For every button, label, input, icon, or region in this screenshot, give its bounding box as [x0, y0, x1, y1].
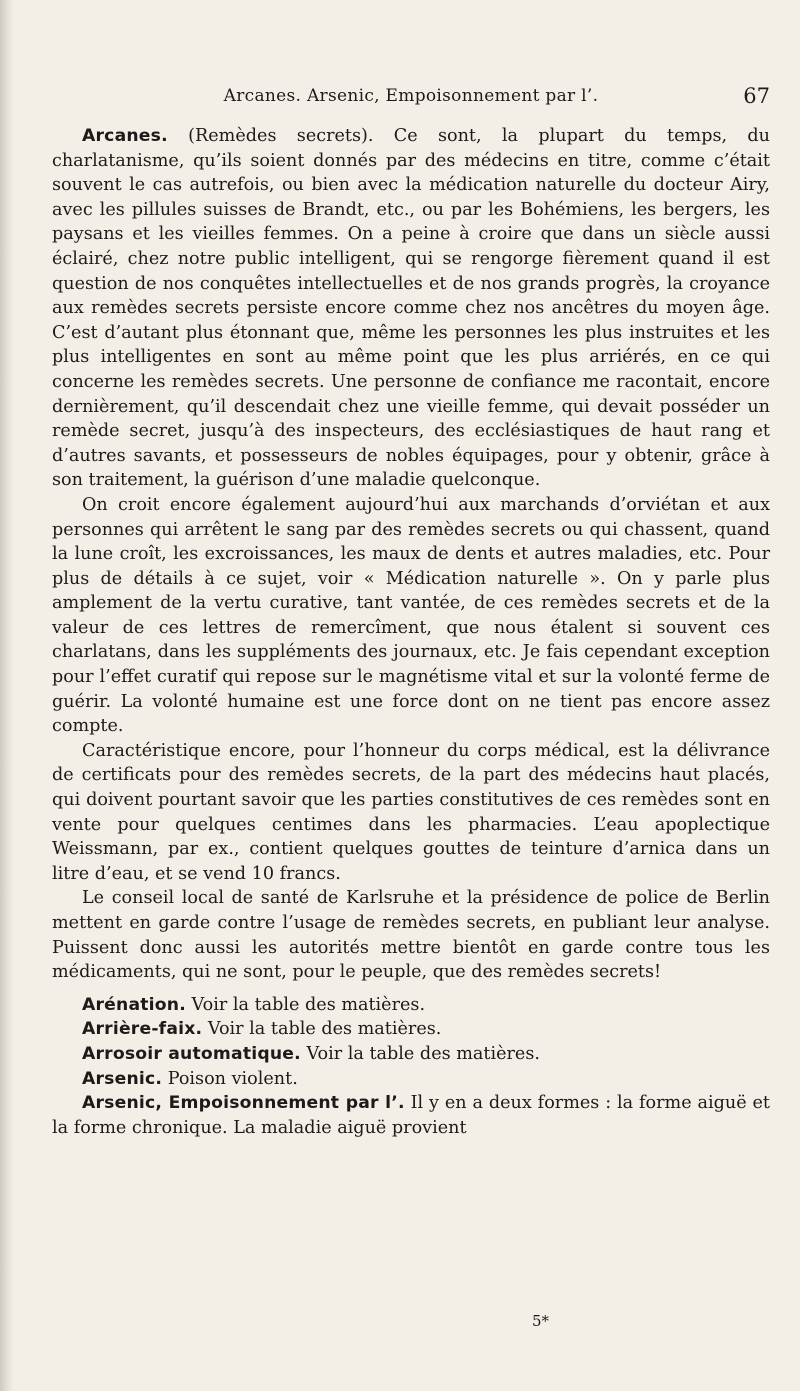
entry-text-arsenic: Poison violent. — [162, 1068, 298, 1089]
entry-head-arsenic: Arsenic. — [82, 1068, 163, 1089]
entry-text-arriere-faix: Voir la table des matières. — [202, 1019, 442, 1040]
page-header — [52, 84, 770, 114]
entry-head-arenation: Arénation. — [82, 994, 186, 1015]
entry-arcanes — [52, 124, 770, 493]
arcanes-paragraph-4: Le conseil local de santé de Karlsruhe et la présidence de police de Berlin mettent en garde contre l’usage de remèdes secrets, en publiant leur analyse. Puissent donc aussi les autorités mettre bientôt en garde contre tous les médicaments, qui ne sont, pour le peuple, que des remèdes secrets! — [52, 888, 770, 983]
entry-arsenic-empoisonnement — [52, 1091, 770, 1140]
entry-arriere-faix — [52, 1017, 770, 1042]
entry-text-arsenic-empoisonnement: Il y en a deux formes : la forme aiguë et la forme chronique. La maladie aiguë provient — [52, 1093, 770, 1138]
page-binding-edge — [0, 0, 14, 1391]
entry-head-arcanes: Arcanes. — [82, 126, 168, 146]
page-number: 67 — [743, 84, 770, 108]
entry-arsenic — [52, 1067, 770, 1092]
entry-arrosoir — [52, 1042, 770, 1067]
entry-spacer — [52, 985, 770, 993]
entry-head-arriere-faix: Arrière-faix. — [82, 1019, 203, 1040]
entry-head-arrosoir: Arrosoir automatique. — [82, 1043, 301, 1064]
running-head: Arcanes. Arsenic, Empoisonnement par l’. — [223, 86, 599, 106]
entry-arenation — [52, 993, 770, 1018]
entry-text-arrosoir: Voir la table des matières. — [300, 1043, 540, 1064]
arcanes-paragraph-3: Caractéristique encore, pour l’honneur du corps médical, est la délivrance de certificats pour des remèdes secrets, de la part des médecins haut placés, qui doivent pourtant savoir que les parties constitutives de ces remèdes sont en vente pour quelques centimes dans les pharmacies. L’eau apoplectique Weissmann, par ex., contient quelques gouttes de teinture d’arnica dans un litre d’eau, et se vend 10 francs. — [52, 740, 770, 884]
arcanes-paragraph-1: (Remèdes secrets). Ce sont, la plupart du temps, du charlatanisme, qu’ils soient donnés par des médecins en titre, comme c’était souvent le cas autrefois, ou bien avec la médication naturelle du docteur Airy, avec les pillules suisses de Brandt, etc., ou par les Bohémiens, les bergers, les paysans et les vieilles femmes. On a peine à croire que dans un siècle aussi éclairé, chez notre public intelligent, qui se rengorge fièrement quand il est question de nos conquêtes intellectuelles et de nos grands progrès, la croyance aux remèdes secrets persiste encore comme chez nos ancêtres du moyen âge. C’est d’autant plus étonnant que, même les personnes les plus instruites et les plus intelligentes en sont au même point que les plus arriérés, en ce qui concerne les remèdes secrets. Une personne de confiance me racontait, encore dernièrement, qu’il descendait chez une vieille femme, qui devait posséder un remède secret, jusqu’à des inspecteurs, des ecclésiastiques de haut rang et d’autres savants, et possesseurs de nobles équipages, pour y obtenir, grâce à son traitement, la guérison d’une maladie quelconque. — [52, 126, 770, 491]
page-body — [52, 124, 770, 1140]
entry-head-arsenic-empoisonnement: Arsenic, Empoisonnement par l’. — [82, 1093, 405, 1114]
arcanes-paragraph-2: On croit encore également aujourd’hui aux marchands d’orviétan et aux personnes qui arrêtent le sang par des remèdes secrets ou qui chassent, quand la lune croît, les excroissances, les maux de dents et autres maladies, etc. Pour plus de détails à ce sujet, voir « Médication naturelle ». On y parle plus amplement de la vertu curative, tant vantée, de ces remèdes secrets et de la valeur de ces lettres de remercîment, que nous étalent si souvent ces charlatans, dans les suppléments des journaux, etc. Je fais cependant exception pour l’effet curatif qui repose sur le magnétisme vital et sur la volonté ferme de guérir. La volonté humaine est une force dont on ne tient pas encore assez compte. — [52, 494, 770, 737]
entry-text-arenation: Voir la table des matières. — [185, 994, 426, 1015]
signature-mark: 5* — [532, 1312, 550, 1330]
